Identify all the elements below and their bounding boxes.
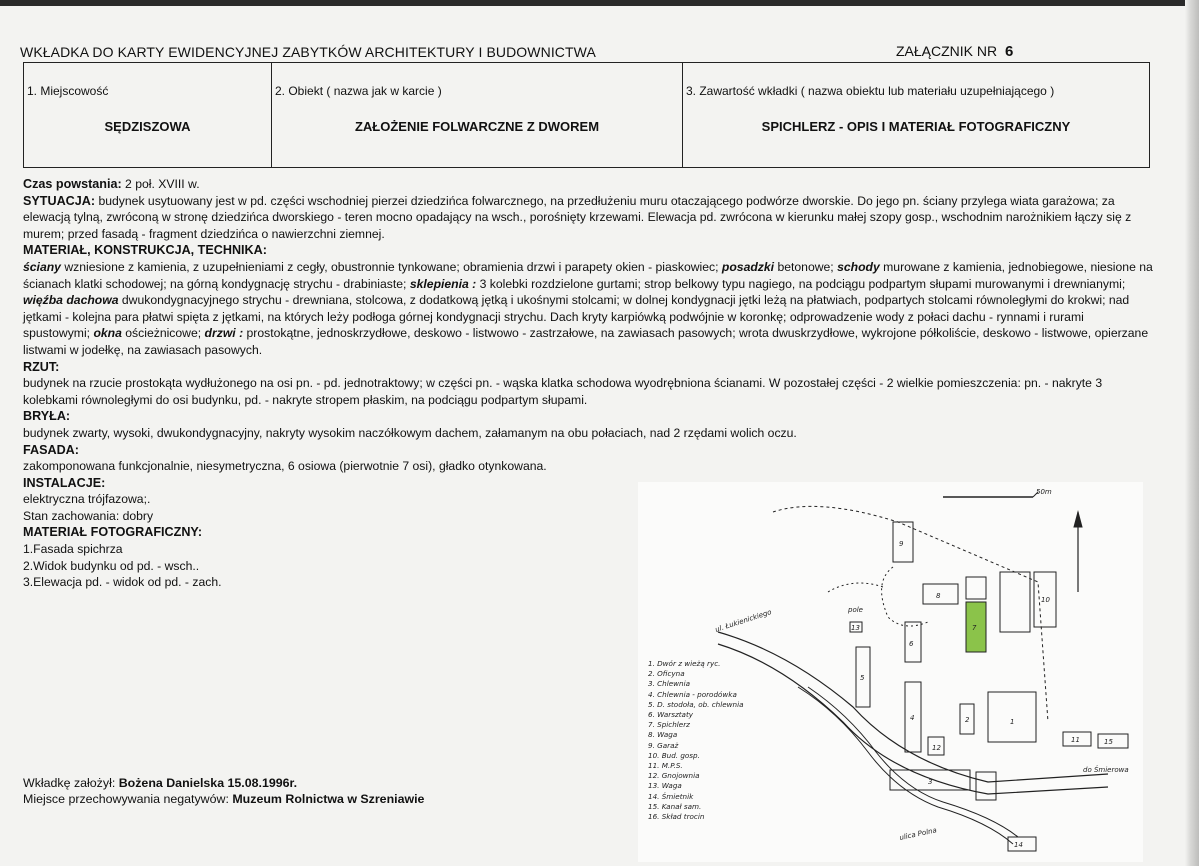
legend-item: 1. Dwór z wieżą ryc. <box>648 659 721 668</box>
author-value: Bożena Danielska 15.08.1996r. <box>118 776 298 790</box>
cell-object <box>272 63 683 168</box>
building-label-13: 13 <box>851 624 860 632</box>
legend-item: 14. Śmietnik <box>648 791 694 801</box>
material-text-1: wzniesione z kamienia, z uzupełnieniami z cegły, obustronnie tynkowane; obramienia drzwi i parapety okien - piaskowiec; <box>60 259 722 274</box>
legend-item: 16. Skład trocin <box>648 812 705 822</box>
material-text-2: betonowe; <box>774 259 838 274</box>
scale-label: 50m <box>1036 488 1052 496</box>
rzut-text: budynek na rzucie prostokąta wydłużonego na osi pn. - pd. jednotraktowy; w części pn. - wąska klatka schodowa wyodrębniona ścianami. W pozostałej części - 2 wielkie pomieszczenia: pn. - nakryte 3 kolebkami równoległymi do osi budynku, pd. - nakryte stropem płaskim, na podciągu podpartym słupami. <box>23 376 1103 407</box>
building-label-2: 2 <box>965 716 970 724</box>
foto-heading: MATERIAŁ FOTOGRAFICZNY: <box>23 525 203 540</box>
header-table <box>23 62 1150 168</box>
building-label-11: 11 <box>1071 736 1080 744</box>
legend-item: 5. D. stodoła, ob. chlewnia <box>648 699 744 709</box>
bryla-text: budynek zwarty, wysoki, dwukondygnacyjny, nakryty wysokim naczółkowym dachem, załamanym na obu połaciach, nad 2 rzędami wolich oczu. <box>23 425 797 440</box>
cell-content-value: SPICHLERZ - OPIS I MATERIAŁ FOTOGRAFICZNY <box>761 119 1071 134</box>
kw-posadzki: posadzki <box>721 259 775 274</box>
material-text-7: prostokątne, jednoskrzydłowe, deskowo - listwowo - zastrzałowe, na zawiasach pasowych; wrota dwuskrzydłowe, wykrojone półkoliście, deskowo - listwowe, opierzane listwami w jodełkę, na zawiasach pasowych. <box>23 326 1149 357</box>
annex-value: 6 <box>1005 43 1014 60</box>
instalacje-heading: INSTALACJE: <box>23 475 106 490</box>
czas-value: 2 poł. XVIII w. <box>121 177 200 191</box>
fasada-heading: FASADA: <box>23 442 79 457</box>
legend-item: 11. M.P.S. <box>648 761 683 771</box>
cell-content-label: 3. Zawartość wkładki ( nazwa obiektu lub materiału uzupełniającego ) <box>686 84 1055 98</box>
legend-item: 15. Kanał sam. <box>648 801 702 811</box>
street-label-2: ulica Polna <box>898 826 938 842</box>
material-text-3: murowane z kamienia, jednobiegowe, niesione na ścianach klatki schodowej; na górną kondygnację strychu - drabiniaste; <box>23 259 1153 291</box>
author-line <box>23 775 424 791</box>
cell-object-label: 2. Obiekt ( nazwa jak w karcie ) <box>275 84 442 98</box>
kw-schody: schody <box>837 259 880 274</box>
annex-number <box>896 43 1013 60</box>
building-label-7: 7 <box>972 624 977 632</box>
material-text-6: ościeżnicowe; <box>121 326 205 341</box>
street-label-1: ul. Łukienickiego <box>714 608 773 634</box>
cell-locality-value: SĘDZISZOWA <box>104 119 191 134</box>
building-label-4: 4 <box>910 714 915 722</box>
building-label-10: 10 <box>1041 596 1050 604</box>
legend-item: 6. Warsztaty <box>648 710 694 720</box>
scan-top-edge <box>0 0 1199 6</box>
form-title: WKŁADKA DO KARTY EWIDENCYJNEJ ZABYTKÓW ARCHITEKTURY I BUDOWNICTWA <box>20 44 596 60</box>
kw-wiezba: więźba dachowa <box>23 293 119 308</box>
pole-label: pole <box>848 606 863 614</box>
bryla-heading: BRYŁA: <box>23 409 71 424</box>
building-label-3: 3 <box>928 778 933 786</box>
building-label-14: 14 <box>1014 841 1023 849</box>
street-label-3: do Śmierowa <box>1083 766 1129 774</box>
legend-item: 9. Garaż <box>648 740 679 750</box>
cell-object-value: ZAŁOŻENIE FOLWARCZNE Z DWOREM <box>354 119 600 134</box>
scan-right-edge <box>1185 0 1199 866</box>
legend-item: 13. Waga <box>648 781 682 791</box>
map-legend <box>648 659 744 822</box>
footer <box>23 775 424 807</box>
legend-item: 8. Waga <box>648 730 678 740</box>
material-text-4: 3 kolebki rozdzielone gurtami; strop belkowy typu nagiego, na podciągu podpartym słupami murowanymi i drewnianymi; <box>476 276 1126 291</box>
fasada-text: zakomponowana funkcjonalnie, niesymetryczna, 6 osiowa (pierwotnie 7 osi), gładko otynkowana. <box>23 459 547 474</box>
sytuacja-text: budynek usytuowany jest w pd. części wschodniej pierzei dziedzińca folwarcznego, na przedłużeniu muru otaczającego podwórze dworskie. Do jego pn. ściany przylega wiata garażowa; za elewacją tylną, zwróconą w stronę dziedzińca dworskiego - teren mocno opadający na wsch., porośnięty krzewami. Elewacja pd. zwrócona w kierunku małej szopy gosp., wschodnim narożnikiem łączy się z murem; przed fasadą - fragment dziedzińca o nawierzchni ziemnej. <box>23 193 1132 241</box>
archive-label: Miejsce przechowywania negatywów: <box>23 792 233 806</box>
foto-item: 3.Elewacja pd. - widok od pd. - zach. <box>23 575 222 590</box>
building-label-15: 15 <box>1104 738 1113 746</box>
legend-item: 2. Oficyna <box>648 669 685 679</box>
foto-item: 1.Fasada spichrza <box>23 542 123 557</box>
legend-item: 3. Chlewnia <box>648 679 690 689</box>
material-paragraph <box>23 259 1153 359</box>
kw-sciany: ściany <box>23 259 61 274</box>
author-label: Wkładkę założył: <box>23 776 119 790</box>
stan-text: Stan zachowania: dobry <box>23 508 154 523</box>
sytuacja-label: SYTUACJA: <box>23 193 96 208</box>
material-heading: MATERIAŁ, KONSTRUKCJA, TECHNIKA: <box>23 243 267 258</box>
legend-item: 7. Spichlerz <box>648 720 690 730</box>
building-label-9: 9 <box>899 540 904 548</box>
building-label-8: 8 <box>936 592 941 600</box>
cell-content <box>683 63 1150 168</box>
kw-okna: okna <box>93 326 122 341</box>
building-label-6: 6 <box>909 640 914 648</box>
kw-sklepienia: sklepienia : <box>409 276 477 291</box>
legend-item: 4. Chlewnia - porodówka <box>648 689 737 699</box>
building-label-12: 12 <box>932 744 941 752</box>
sytuacja-paragraph <box>23 193 1153 243</box>
czas-line <box>23 176 1153 193</box>
foto-item: 2.Widok budynku od pd. - wsch.. <box>23 558 200 573</box>
instalacje-text: elektryczna trójfazowa;. <box>23 492 151 507</box>
legend-item: 10. Bud. gosp. <box>648 750 700 760</box>
cell-locality-label: 1. Miejscowość <box>27 84 109 98</box>
kw-drzwi: drzwi : <box>204 326 244 341</box>
czas-label: Czas powstania: <box>23 177 122 191</box>
building-label-5: 5 <box>860 674 865 682</box>
legend-item: 12. Gnojownia <box>648 771 700 781</box>
archive-value: Muzeum Rolnictwa w Szreniawie <box>232 792 425 806</box>
archive-line <box>23 791 424 807</box>
cell-locality <box>24 63 272 168</box>
annex-label: ZAŁĄCZNIK NR <box>896 43 998 59</box>
material-text-5: dwukondygnacyjnego strychu - drewniana, stolcowa, z dodatkową jętką i ukośnymi stolcami; w dolnej kondygnacji jętki leżą na płatwiach, podpartych stolcami równoległymi do krokwi; nad jętkami - kolejna para płatwi spięta z jętkami, na których leży podłoga górnej kondygnacji strychu. Dach kryty karpiówką podwójnie w koronkę; odprowadzenie wody z połaci dachu - rynnami i rurami spustowymi; <box>23 293 1130 341</box>
building-label-1: 1 <box>1010 718 1015 726</box>
rzut-heading: RZUT: <box>23 359 60 374</box>
